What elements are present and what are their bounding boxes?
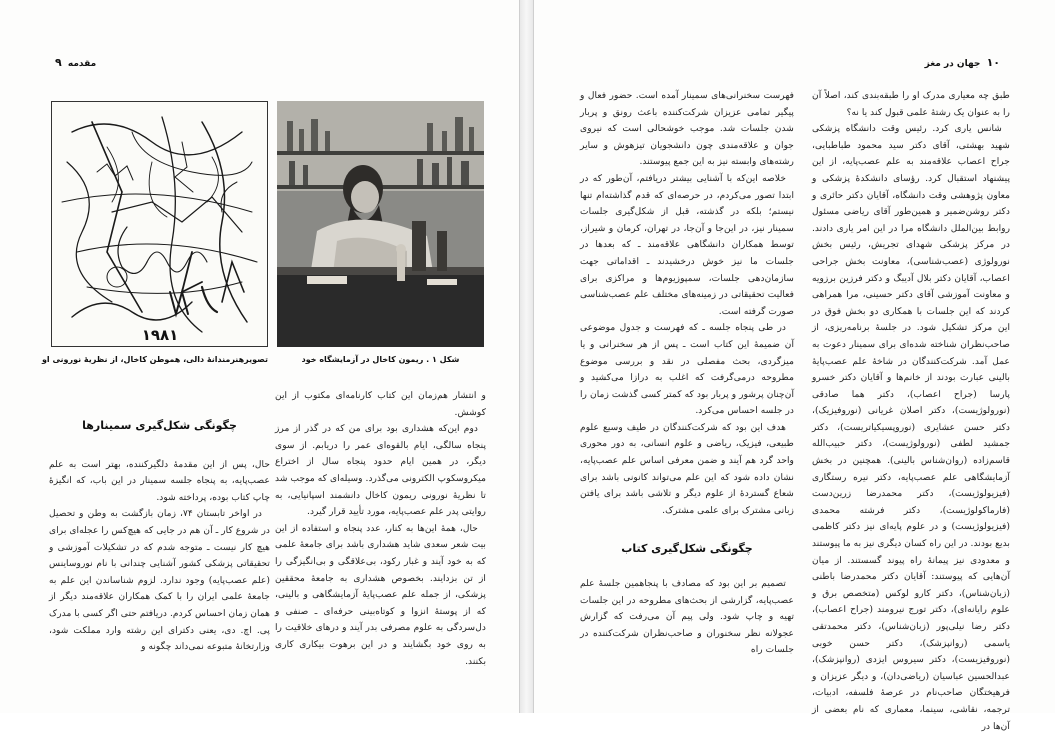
cajal-photo-caption: شکل ۱ . ریمون کاخال در آزمایشگاه خود: [301, 355, 460, 364]
running-head-title: مقدمه: [67, 59, 97, 69]
paragraph: هدف این بود که شرکت‌کنندگان در طیف وسیع علوم طبیعی، فیزیک، ریاضی و علوم انسانی، به دور محوری واحد گرد هم آیند و ضمن معرفی اساس علم عصب‌پایه، نشان داده شود که این علم می‌تواند کانونی باشد برای شعاع گستردهٔ از علوم دیگر و تلاشی باشد برای یافتن زبانی مشترک برای علمی مشترک.: [580, 421, 794, 516]
right-page: [533, 0, 1055, 732]
paragraph: فهرست سخنرانی‌های سمینار آمده است. حضور فعال و پیگیر تمامی عزیزان شرکت‌کننده باعث رونق و پربار شدن جلسات شد. موجب خوشحالی است که نیروی جوان و علاقه‌مندی چون دانشجویان تیزهوش و سایر رشته‌های وابسته نیز به این جمع پیوستند.: [580, 90, 794, 168]
running-head-left: [52, 56, 96, 69]
cajal-photo: [277, 101, 484, 347]
cajal-photo-figure: [277, 101, 484, 347]
paragraph: در طی پنجاه جلسه ـ که فهرست و جدول موضوعی آن ضمیمهٔ این کتاب است ـ پس از هر سخنرانی و یا میزگردی، بحث مفصلی در نقد و بررسی موضوع مطروحه درمی‌گرفت که اغلب به درازا می‌کشید و آن‌چنان پرشور و پربار بود که کمتر کسی گذشت زمان را در جلسه احساس می‌کرد.: [580, 322, 794, 417]
right-page-left-column: [580, 88, 794, 662]
dali-drawing-caption: تصویرهنرمندانهٔ دالی، هموطن کاخال، از نظریهٔ نورونی او: [41, 355, 268, 364]
section-heading: چگونگی شکل‌گیری سمینارها: [82, 419, 237, 432]
dali-drawing: [52, 102, 269, 348]
paragraph: شانس یاری کرد. رئیس وقت دانشگاه پزشکی شهید بهشتی، آقای دکتر سید محمود طباطبایی، جراح اعصاب علاقه‌مند به علم عصب‌پایه، از این پیشنهاد استقبال کرد. رؤسای دانشکدهٔ پزشکی و معاون پژوهشی وقت دانشگاه، آقایان دکتر حائری و دکتر روشن‌ضمیر و همین‌طور آقای ریاضی مسئول روابط بین‌الملل دانشگاه مرا در این امر یاری دادند. در مرکز پزشکی شهدای تجریش، رئیس بخش نورولوژی (عصب‌شناسی)، معاونت بخش جراحی اعصاب، آقایان دکتر بلال آدیبگ و دکتر فرزین برزویه و معاونت آموزشی آقای دکتر حسینی، مرا همراهی کردند که این جلسات با همکاری دو بخش فوق در این مرکز تشکیل شود. در جلسهٔ برنامه‌ریزی، از صاحب‌نظران شناخته شده‌ای برای سمینار دعوت به عمل آمد. شرکت‌کنندگان در شاخهٔ علم عصب‌پایهٔ بالینی عبارت بودند از خانم‌ها و آقایان دکتر خسرو پارسا (جراح اعصاب)، دکتر هما صادقی (نورولوژیست)، دکتر اصلان غریانی (نوروفیزیک)، دکتر حسن عشایری (نوروپسیکیاتریست)، دکتر جمشید لطفی (نورولوژیست)، دکتر حبیب‌الله قاسم‌زاده (روان‌شناس بالینی). همچنین در بخش آزمایشگاهی علم عصب‌پایه، دکتر نیره رستگاری (فیزیولوژیست)، دکتر محمدرضا زرین‌دست (فارماکولوژیست)، دکتر فرشته محمدی (فیزیولوژیست) و در علوم پایه‌ای نیز دکتر کاظمی بدیع بودند. در این راه کسان دیگری نیز به ما پیوستند و معدودی نیز پیمانهٔ راه پیوند گسستند. از میان آن‌هایی که پیوستند: آقایان دکتر محمدرضا باطنی (زبان‌شناس)، دکتر کارو لوکس (متخصص برق و علوم رایانه‌ای)، دکتر تورج نیرومند (جراح اعصاب)، دکتر رضا نیلی‌پور (زبان‌شناس)، دکتر محمدتقی یاسمی (روانپزشک)، دکتر حسن خوبی (نوروفیزیست)، دکتر سیروس ایزدی (روانپزشک)، عبدالحسین عباسیان (ریاضی‌دان)، و دیگر عزیزان و فرهیختگان صاحب‌نام در عرصهٔ فلسفه، ادبیات، ترجمه، نقاشی، سینما، معماری که نام بعضی از آن‌ها در: [811, 123, 1010, 732]
section-heading: چگونگی شکل‌گیری کتاب: [621, 542, 753, 556]
paragraph: حال، پس از این مقدمهٔ دلگیرکننده، بهتر است به علم عصب‌پایه، به پنجاه جلسه سمینار در این باب، که انگیزهٔ چاپ کتاب بوده، پرداخته شود.: [49, 458, 270, 503]
drawing-year: ۱۹۸۱: [141, 326, 179, 344]
paragraph: حال، همهٔ این‌ها به کنار، عدد پنجاه و استفاده از این بیت شعر سعدی شاید هشداری باشد برای جامعهٔ علمی که به خود آیند و غبار رکود، بی‌علاقگی و بی‌انگیزگی را از تن بزدایند. بخصوص هشداری به جامعهٔ محققین پزشکی، از جمله علم عصب‌پایهٔ آزمایشگاهی و بالینی، که از پوستهٔ انزوا و کوتاه‌بینی حرفه‌ای ـ صنفی و دل‌سردگی به علوم مصرفی بدر آیند و درهای خلاقیت را به روی خود بگشایند و در این برهوت بیکاری کاری بکنند.: [275, 522, 486, 667]
left-page-right-column: [275, 388, 486, 667]
running-head-right: [925, 56, 1003, 69]
dali-drawing-figure: [51, 101, 268, 347]
paragraph: طبق چه معیاری مدرک او را طبقه‌بندی کند، اصلاً آن را به عنوان یک رشتهٔ علمی قبول کند یا نه؟: [812, 90, 1010, 118]
right-page-right-column: [811, 88, 1010, 732]
paragraph: در اواخر تابستان ۷۴، زمان بازگشت به وطن و تحصیل در شروع کار ـ آن هم در جایی که هیچ‌کس را عجله‌ای برای هیچ کار نیست ـ متوجه شدم که در تشکیلات آموزشی و تحقیقاتی پزشکی کشور آشنایی چندانی با نام نوروساینس (علم عصب‌پایه) وجود ندارد. لزوم شناساندن این علم به جامعهٔ علمی ایران را با کمک همکاران علاقه‌مند دیگر از همان زمان احساس کردم. دریافتم حتی اگر کسی با مدرک پی. اچ. دی، یعنی دکترای این رشته وارد مملکت شود، وزارتخانهٔ متبوعه نمی‌داند چگونه و: [49, 508, 270, 653]
paragraph: خلاصه این‌که با آشنایی بیشتر دریافتم، آن‌طور که در ابتدا تصور می‌کردم، در حرصه‌ای که قدم گذاشته‌ام تنها نیستم؛ بلکه در گذشته، قبل از شکل‌گیری جلسات سمینار نیز، در این‌جا و آن‌جا، در تهران، کرمان و شیراز، توسط همکاران دانشگاهی علاقه‌مند ـ که بعدها در جلسات ما نیز خوش درخشیدند ـ اقداماتی جهت سازمان‌دهی جلسات، سمپوزیوم‌ها و مراکزی برای فعالیت تحقیقاتی در زمینه‌های مختلف علم عصب‌شناسی صورت گرفته است.: [580, 172, 794, 317]
page-number: ۹: [55, 56, 62, 69]
paragraph: و انتشار هم‌زمان این کتاب کارنامه‌ای مکتوب از این کوشش.: [275, 390, 486, 418]
left-page-left-column: [49, 418, 270, 664]
paragraph: تصمیم بر این بود که مصادف با پنجاهمین جلسهٔ علم عصب‌پایه، گزارشی از بحث‌های مطروحه در این جلسات تهیه و چاپ شود. ولی پیم آن می‌رفت که گزارش عجولانه نظر سخنوران و صاحب‌نظران شرکت‌کننده در جلسات راه: [580, 578, 794, 656]
page-number: ۱۰: [986, 56, 1000, 69]
book-spine: [520, 0, 533, 713]
running-head-title: جهان در مغز: [924, 59, 981, 69]
paragraph: دوم این‌که هشداری بود برای من که در گذر از مرز پنجاه سالگی، ایام بالقوه‌ای عمر را دریابم. از سوی دیگر، در همین ایام حدود پنجاه سال از اختراع میکروسکوپ الکترونی می‌گذرد. وسیله‌ای که موجب شد تا نظریهٔ نورونی ریمون کاخال دانشمند اسپانیایی، به روایتی پدر علم عصب‌پایه، مورد تأیید قرار گیرد.: [275, 423, 486, 518]
left-page: [0, 0, 520, 713]
